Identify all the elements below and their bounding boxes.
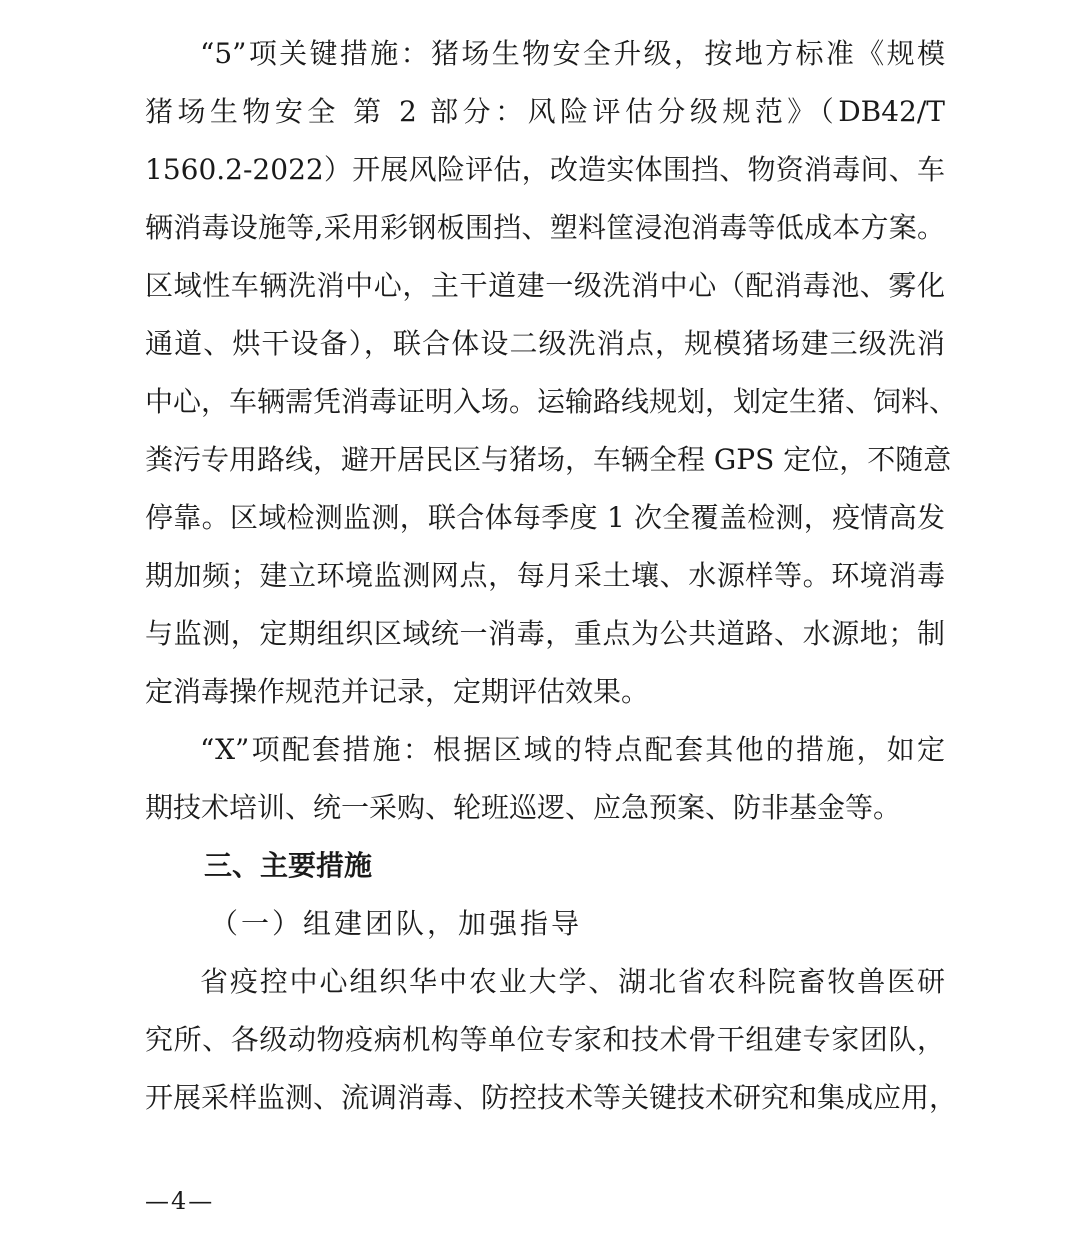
paragraph-line: 通道、烘干设备），联合体设二级洗消点，规模猪场建三级洗消	[145, 327, 945, 360]
paragraph-line: 中心，车辆需凭消毒证明入场。运输路线规划，划定生猪、饲料、	[145, 385, 958, 418]
subsection-heading: （一）组建团队，加强指导	[210, 907, 583, 940]
paragraph-line: 1560.2-2022）开展风险评估，改造实体围挡、物资消毒间、车	[145, 153, 945, 186]
section-heading: 三、主要措施	[204, 849, 373, 882]
paragraph-line: 猪场生物安全 第 2 部分：风险评估分级规范》（DB42/T	[145, 95, 945, 128]
paragraph-line: 究所、各级动物疫病机构等单位专家和技术骨干组建专家团队，	[145, 1023, 945, 1056]
page-number: —4—	[145, 1187, 215, 1215]
paragraph-line: 辆消毒设施等,采用彩钢板围挡、塑料筐浸泡消毒等低成本方案。	[145, 211, 945, 244]
paragraph-line: 与监测，定期组织区域统一消毒，重点为公共道路、水源地；制	[145, 617, 945, 650]
paragraph-line: 粪污专用路线，避开居民区与猪场，车辆全程 GPS 定位，不随意	[145, 443, 952, 476]
paragraph-line: 定消毒操作规范并记录，定期评估效果。	[145, 675, 650, 708]
paragraph-line: 省疫控中心组织华中农业大学、湖北省农科院畜牧兽医研	[200, 965, 945, 998]
paragraph-line: 期技术培训、统一采购、轮班巡逻、应急预案、防非基金等。	[145, 791, 902, 824]
paragraph-line: “X”项配套措施：根据区域的特点配套其他的措施，如定	[200, 733, 945, 766]
paragraph-line: 停靠。区域检测监测，联合体每季度 1 次全覆盖检测，疫情高发	[145, 501, 945, 534]
paragraph-line: 开展采样监测、流调消毒、防控技术等关键技术研究和集成应用，	[145, 1081, 958, 1114]
paragraph-line: “5”项关键措施：猪场生物安全升级，按地方标准《规模	[200, 37, 945, 70]
paragraph-line: 期加频；建立环境监测网点，每月采土壤、水源样等。环境消毒	[145, 559, 945, 592]
paragraph-line: 区域性车辆洗消中心，主干道建一级洗消中心（配消毒池、雾化	[145, 269, 945, 302]
